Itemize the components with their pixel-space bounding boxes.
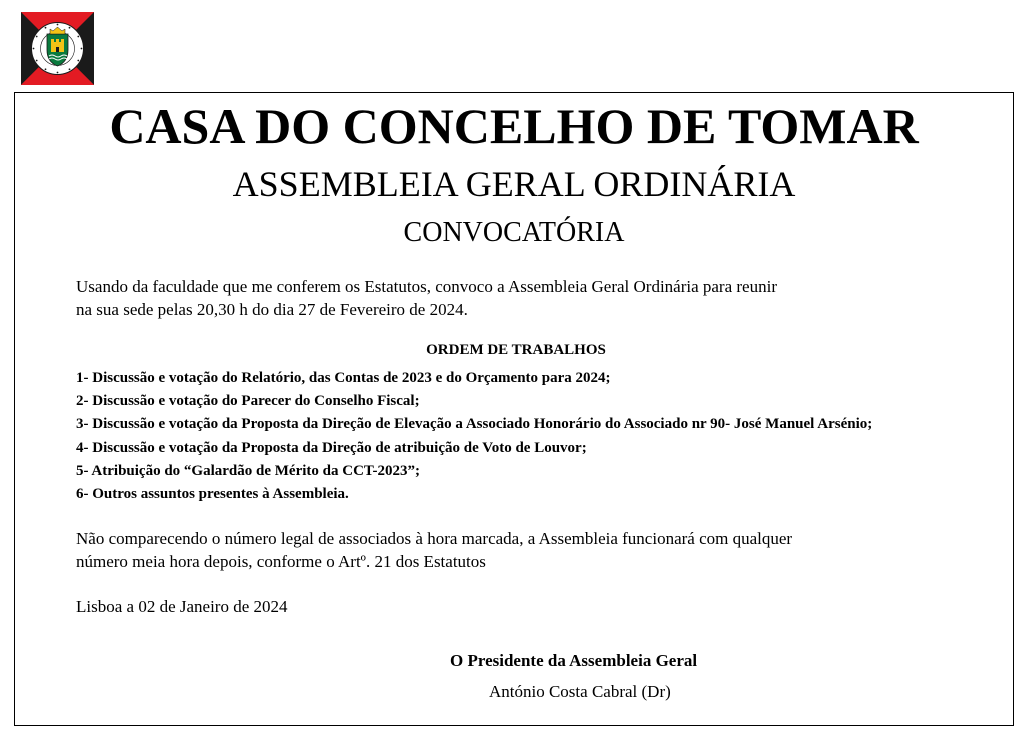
organization-title: CASA DO CONCELHO DE TOMAR bbox=[109, 98, 919, 154]
agenda-item: 4- Discussão e votação da Proposta da Direção de atribuição de Voto de Louvor; bbox=[76, 439, 587, 456]
place-and-date: Lisboa a 02 de Janeiro de 2024 bbox=[76, 597, 288, 616]
signature-title: O Presidente da Assembleia Geral bbox=[450, 651, 698, 670]
agenda-heading: ORDEM DE TRABALHOS bbox=[426, 342, 606, 358]
agenda-item: 3- Discussão e votação da Proposta da Direção de Elevação a Associado Honorário do Associado nr 90- José Manuel Arsénio; bbox=[76, 416, 873, 433]
assembly-title: ASSEMBLEIA GERAL ORDINÁRIA bbox=[232, 164, 796, 204]
agenda-item: 2- Discussão e votação do Parecer do Conselho Fiscal; bbox=[76, 393, 420, 410]
intro-line: Usando da faculdade que me conferem os Estatutos, convoco a Assembleia Geral Ordinária para reunir bbox=[76, 277, 777, 296]
intro-paragraph bbox=[76, 275, 777, 321]
agenda-item: 1- Discussão e votação do Relatório, das Contas de 2023 e do Orçamento para 2024; bbox=[76, 370, 611, 386]
quorum-line: número meia hora depois, conforme o Artº. 21 dos Estatutos bbox=[76, 552, 486, 571]
intro-line: na sua sede pelas 20,30 h do dia 27 de Fevereiro de 2024. bbox=[76, 300, 468, 319]
coat-of-arms-icon bbox=[21, 12, 94, 85]
signature-name: António Costa Cabral (Dr) bbox=[489, 682, 671, 701]
agenda-item: 5- Atribuição do “Galardão de Mérito da CCT-2023”; bbox=[76, 462, 421, 479]
quorum-line: Não comparecendo o número legal de associados à hora marcada, a Assembleia funcionará com qualquer bbox=[76, 529, 793, 548]
agenda-list bbox=[76, 367, 872, 506]
document-frame bbox=[14, 92, 1014, 726]
document-type: CONVOCATÓRIA bbox=[403, 217, 625, 248]
agenda-item: 6- Outros assuntos presentes à Assembleia. bbox=[76, 486, 349, 503]
quorum-paragraph bbox=[76, 527, 792, 573]
